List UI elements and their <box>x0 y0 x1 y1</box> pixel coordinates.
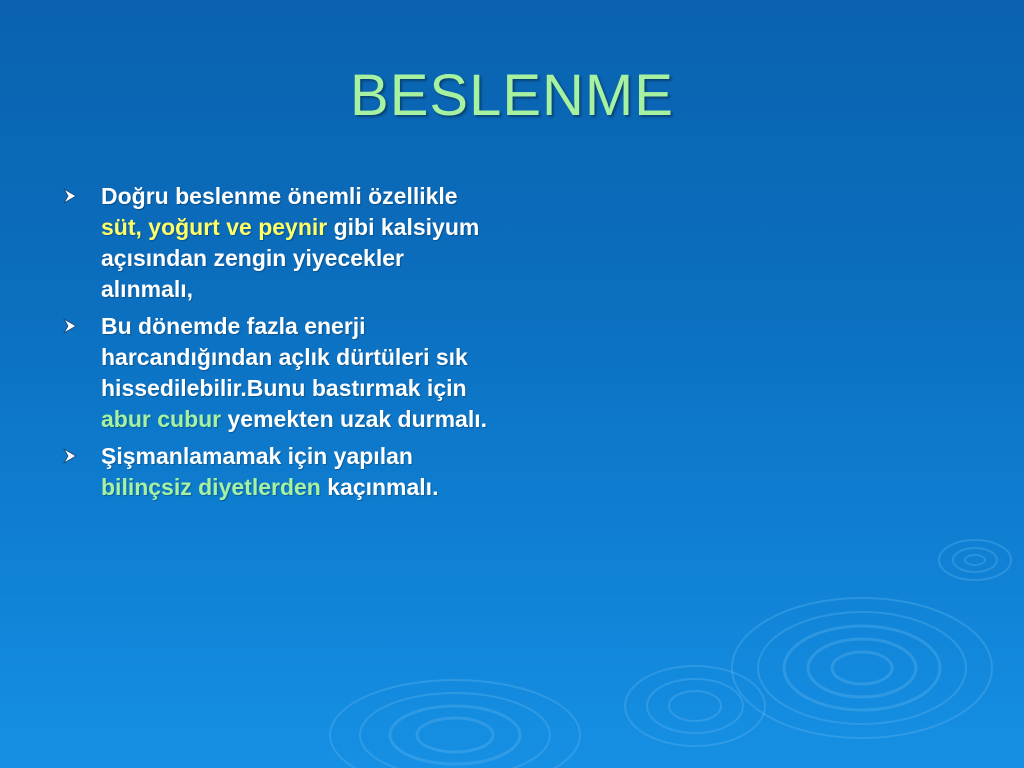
bullet-text-plain: kaçınmalı. <box>320 474 439 500</box>
bullet-item-calcium <box>60 181 500 305</box>
bullet-text-plain: Bu dönemde fazla enerji harcandığından açlık dürtüleri sık hissedilebilir.Bunu bastırmak için <box>101 313 468 401</box>
slide-title: BESLENME <box>350 63 674 128</box>
bullet-highlight-diets: bilinçsiz diyetlerden <box>101 474 321 500</box>
arrowhead-bullet-icon <box>60 185 80 207</box>
bullet-text-plain: Doğru beslenme önemli özellikle <box>101 183 458 209</box>
bullet-text-plain: gibi kalsiyum açısından zengin yiyecekler alınmalı, <box>101 214 480 302</box>
bullet-item-diets <box>60 441 500 503</box>
arrowhead-bullet-icon <box>60 445 80 467</box>
arrowhead-bullet-icon <box>60 315 80 337</box>
bullet-text-plain: Şişmanlamamak için yapılan <box>101 443 413 469</box>
bullet-text-plain: yemekten uzak durmalı. <box>221 406 488 432</box>
bullet-highlight-dairy: süt, yoğurt ve peynir <box>101 214 328 240</box>
bullet-list <box>60 181 500 509</box>
bullet-highlight-junk-food: abur cubur <box>101 406 222 432</box>
bullet-item-junk-food <box>60 311 500 435</box>
